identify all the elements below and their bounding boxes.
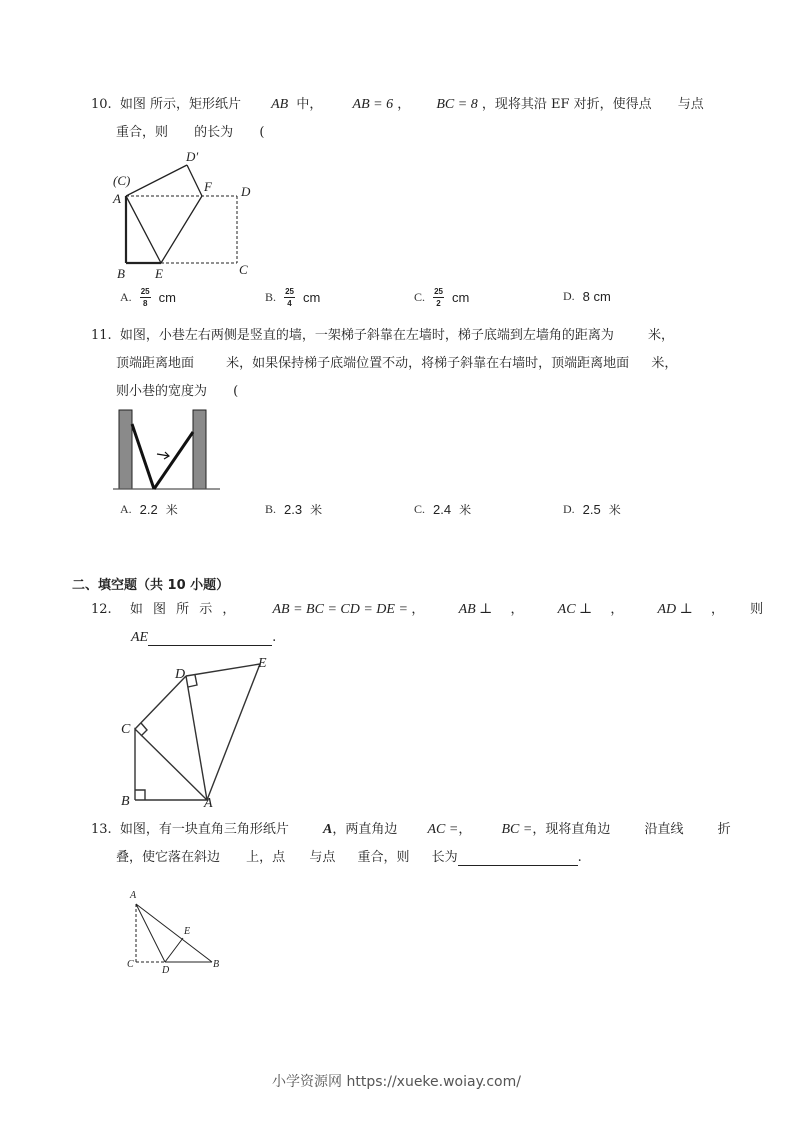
q12-math: AD ⊥ (657, 602, 693, 617)
q13-line1 (91, 822, 731, 838)
q10-text: 中， (296, 97, 323, 112)
fraction: $\frac{25}{4}$ (285, 287, 294, 308)
q10-text: ，现将其沿 EF 对折，使得点 (481, 97, 652, 112)
q13-math: BC = (501, 822, 533, 837)
q12-math: AB ⊥ (458, 602, 493, 617)
option-letter: A. (120, 290, 132, 304)
label-e: E (184, 926, 191, 937)
q11-text: 米， (651, 356, 678, 371)
q11-text: 如图，小巷左右两侧是竖直的墙，一架梯子斜靠在左墙时，梯子底端到左墙角的距离为 (119, 328, 614, 343)
q13-text: 叠，使它落在斜边 (116, 850, 221, 865)
q10-option-d[interactable] (563, 289, 611, 304)
option-value: 2.2 (139, 502, 158, 517)
q12-math: AC ⊥ (557, 602, 593, 617)
q10-text: ( (259, 125, 265, 140)
option-unit: 米 (165, 503, 178, 517)
option-letter: A. (120, 502, 132, 516)
q10-figure-folded-rectangle (100, 145, 270, 285)
q10-line1 (91, 97, 704, 113)
q11-text: 米， (647, 328, 674, 343)
q13-answer-blank[interactable] (458, 851, 578, 866)
label-a: A (130, 890, 137, 901)
q13-figure-folded-triangle (115, 880, 235, 980)
option-value: 8 cm (582, 289, 611, 304)
option-letter: C. (414, 502, 426, 516)
arrow-right-icon (157, 452, 169, 459)
option-letter: D. (563, 289, 575, 303)
label-f: F (204, 179, 212, 194)
q13-text: ，现将直角边 (532, 822, 611, 837)
label-e: E (258, 656, 267, 671)
q10-option-c[interactable] (414, 287, 469, 308)
q11-text: ( (233, 384, 239, 399)
label-d-prime: D′ (186, 149, 199, 164)
q10-option-a[interactable] (120, 287, 176, 308)
q13-text: 重合，则 (357, 850, 410, 865)
q13-math: AC = (427, 822, 459, 837)
q13-number: 13. (91, 822, 112, 837)
option-value: 2.5 (582, 502, 601, 517)
q13-text: ，两直角边 (332, 822, 398, 837)
q13-text: 上，点 (246, 850, 286, 865)
q12-line1 (91, 602, 763, 618)
q13-text: 沿直线 (644, 822, 684, 837)
label-d: D (175, 667, 186, 682)
option-value: 2.4 (433, 502, 452, 517)
q11-line2 (116, 356, 677, 372)
q11-text: 则小巷的宽度为 (116, 384, 208, 399)
q12-text: ， (710, 602, 724, 617)
q11-figure-ladder-alley (100, 400, 240, 500)
q10-text: 与点 (677, 97, 704, 112)
label-d: D (162, 965, 170, 976)
fraction: $\frac{25}{2}$ (434, 287, 443, 308)
option-unit: cm (452, 290, 470, 305)
q11-number: 11. (91, 328, 112, 343)
q10-text: 重合，则 (116, 125, 169, 140)
q10-math: AB = 6 (352, 97, 394, 112)
option-letter: B. (265, 290, 277, 304)
q12-math: AB = BC = CD = DE = (272, 602, 412, 617)
q13-math: A (322, 822, 333, 837)
q10-number: 10. (91, 97, 112, 112)
q12-number: 12. (91, 602, 112, 617)
q12-text: 则 (750, 602, 764, 617)
fraction: $\frac{25}{8}$ (140, 287, 150, 308)
label-b: B (117, 266, 125, 281)
q11-option-d[interactable] (563, 501, 621, 518)
q10-math: AB (271, 97, 289, 112)
q13-text: ， (458, 822, 472, 837)
option-unit: cm (158, 290, 177, 305)
q12-text: ， (510, 602, 524, 617)
option-letter: C. (414, 290, 426, 304)
option-value: 2.3 (284, 502, 303, 517)
label-c: C (239, 262, 248, 277)
q10-math: BC = 8 (436, 97, 478, 112)
q10-line2 (116, 125, 264, 141)
q13-text: 折 (717, 822, 731, 837)
q11-option-a[interactable] (120, 501, 178, 518)
option-letter: B. (265, 502, 277, 516)
label-e: E (155, 266, 163, 281)
q13-text: 与点 (309, 850, 336, 865)
option-unit: 米 (459, 503, 472, 517)
q12-text: 如 图 所 示 ， (129, 602, 239, 617)
q10-text: 的长为 (194, 125, 234, 140)
q13-text: 长为 (431, 850, 458, 865)
q13-text: 如图，有一块直角三角形纸片 (119, 822, 289, 837)
label-c: C (127, 959, 134, 970)
label-c: C (121, 722, 131, 737)
option-unit: 米 (310, 503, 323, 517)
q11-text: 米，如果保持梯子底端位置不动，将梯子斜靠在右墙时，顶端距离地面 (226, 356, 630, 371)
label-b: B (121, 794, 130, 809)
q10-text: ， (397, 97, 411, 112)
q11-text: 顶端距离地面 (116, 356, 195, 371)
label-b: B (213, 959, 220, 970)
q12-figure-right-triangles (110, 650, 280, 810)
label-c-paren: (C) (113, 173, 131, 188)
option-unit: 米 (608, 503, 621, 517)
q12-line2 (131, 630, 276, 646)
label-d: D (241, 184, 251, 199)
q12-text: ， (610, 602, 624, 617)
q12-math: AE (131, 630, 149, 645)
q12-answer-blank[interactable] (148, 631, 272, 646)
option-letter: D. (563, 502, 575, 516)
q10-text: 如图 所示，矩形纸片 (119, 97, 241, 112)
section-title-fill-in: 二、填空题（共 10 小题） (72, 578, 230, 593)
q11-line1 (91, 328, 674, 344)
footer-watermark: 小学资源网 https://xueke.woiay.com/ (272, 1074, 521, 1090)
option-unit: cm (303, 290, 321, 305)
label-a: A (113, 191, 121, 206)
q11-option-c[interactable] (414, 501, 471, 518)
q11-line3 (116, 384, 238, 400)
q13-text: . (577, 850, 582, 865)
q12-text: . (272, 630, 277, 645)
q11-option-b[interactable] (265, 501, 322, 518)
q10-option-b[interactable] (265, 287, 320, 308)
q13-line2 (116, 850, 582, 866)
label-a: A (204, 796, 213, 811)
q12-text: ， (411, 602, 425, 617)
